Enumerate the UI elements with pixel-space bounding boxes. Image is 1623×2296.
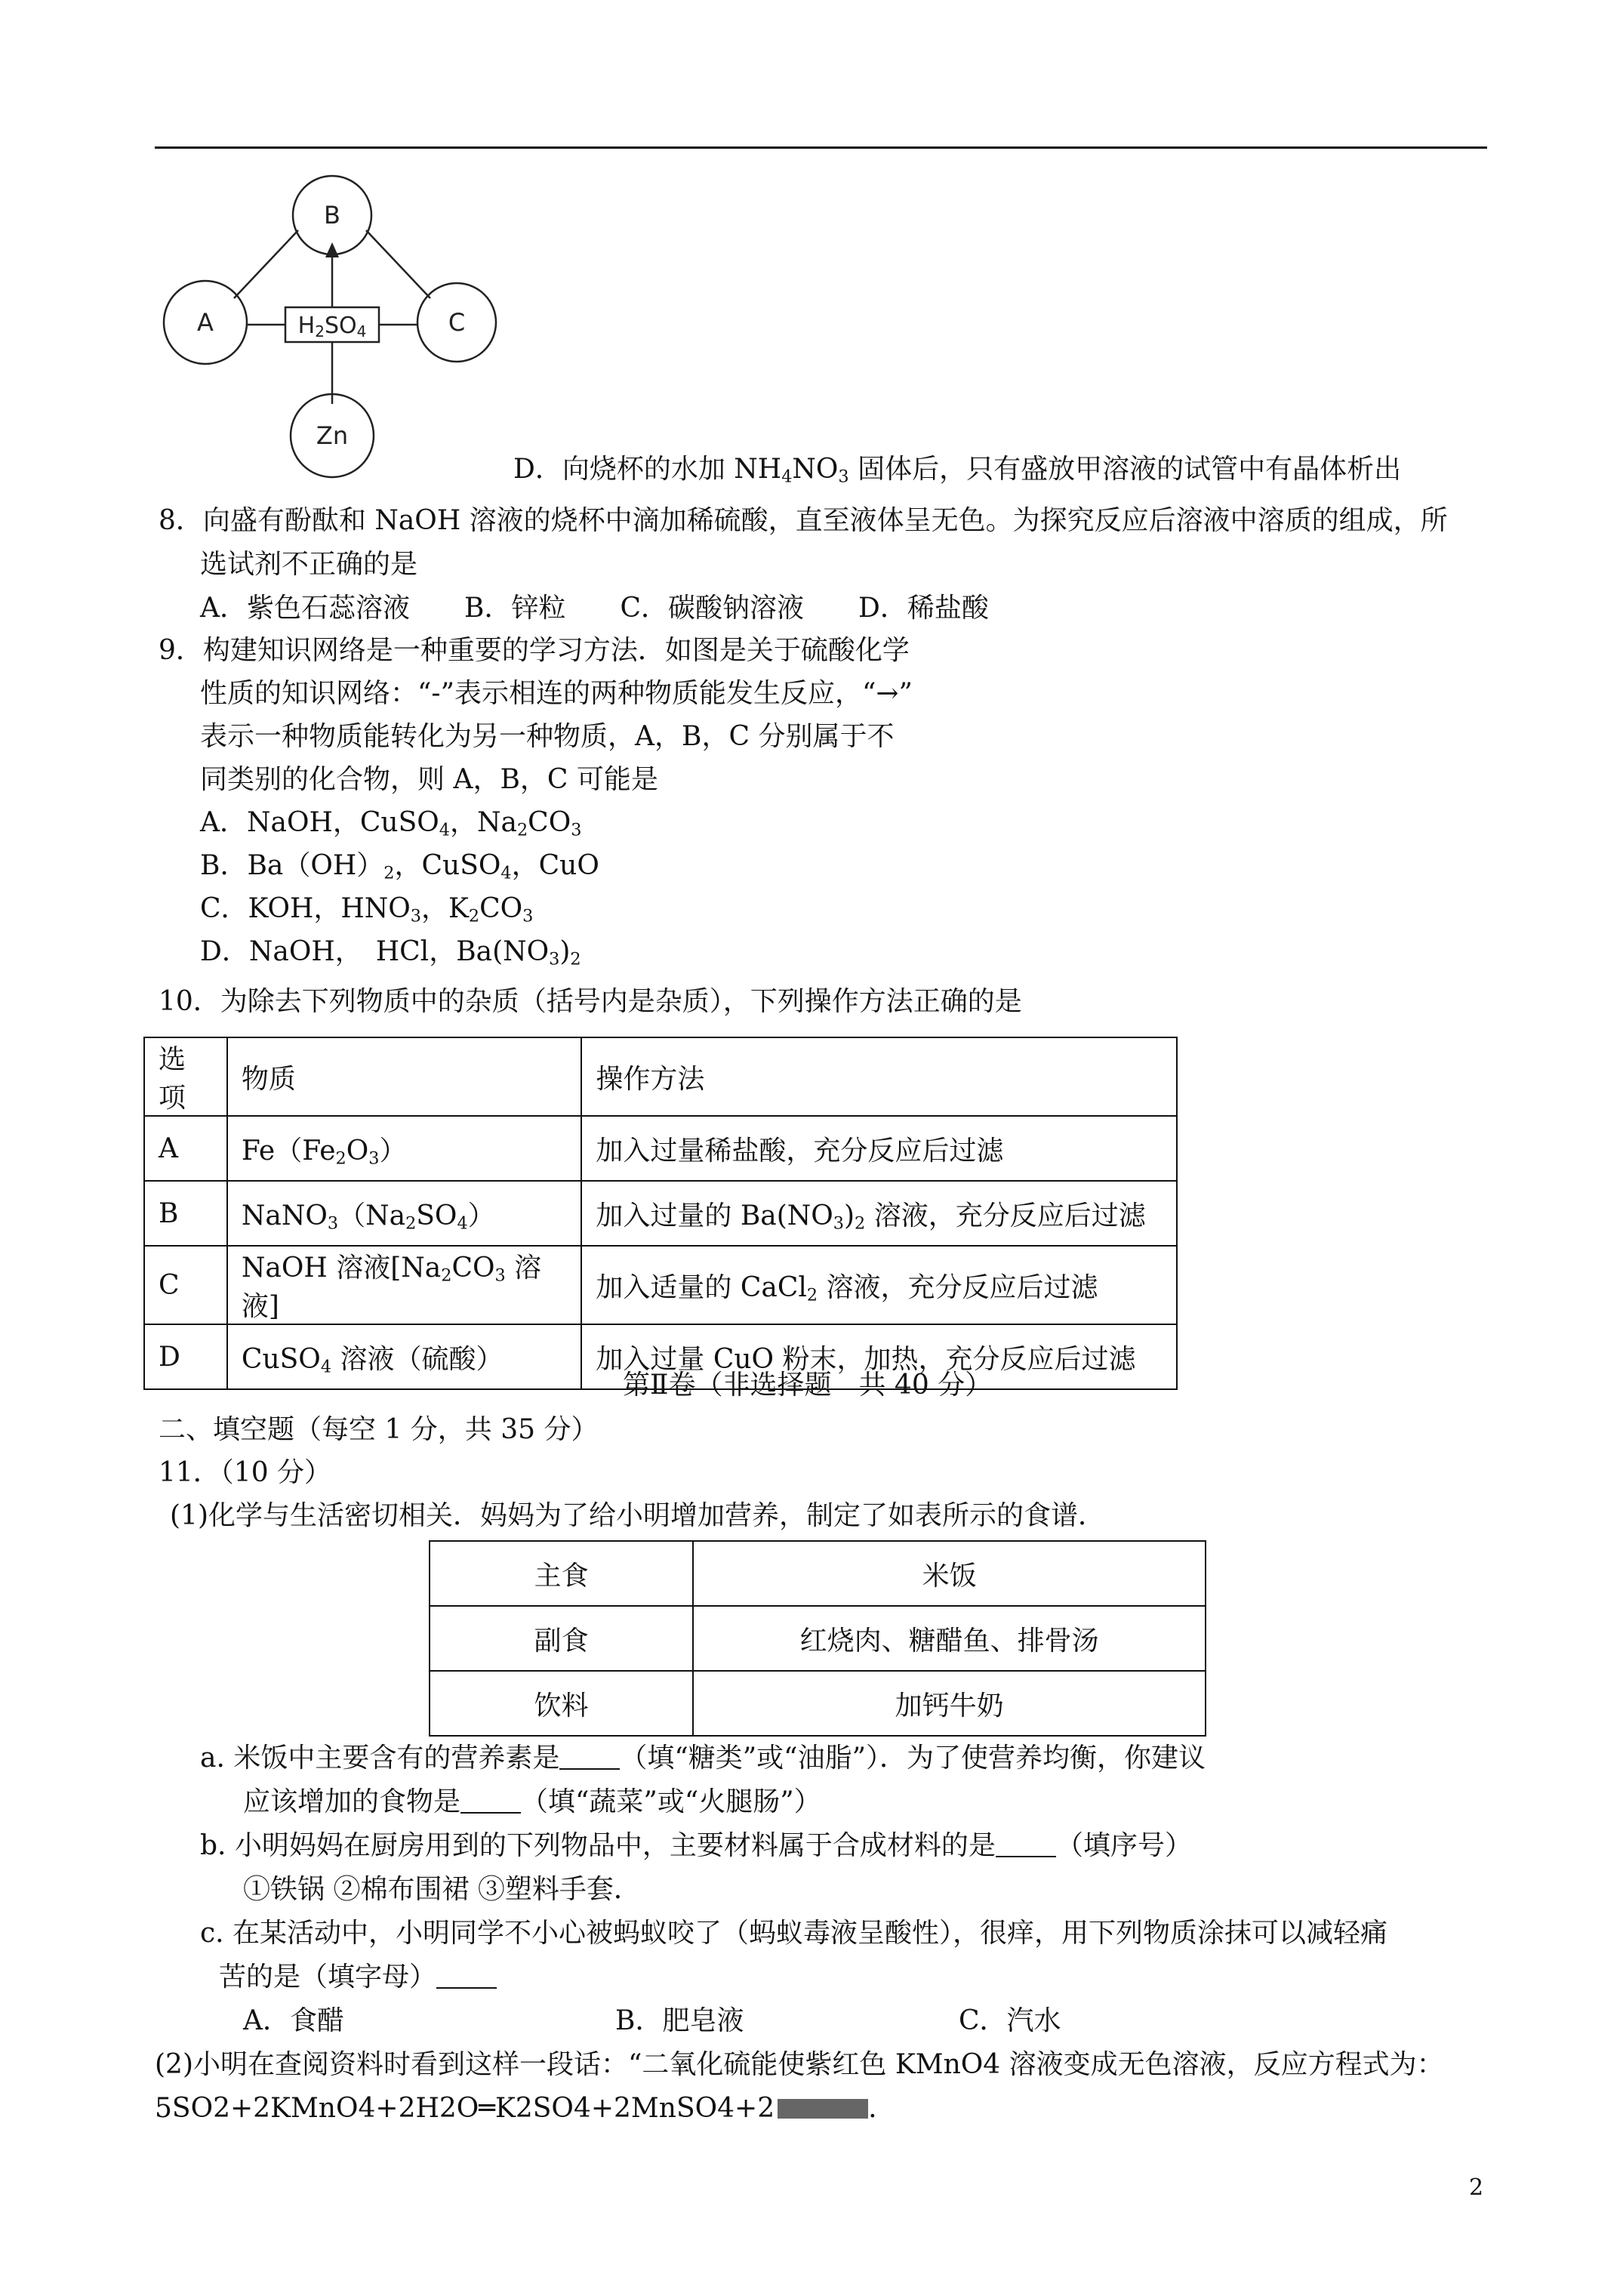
menu-key: 副食 (430, 1606, 693, 1671)
menu-value: 加钙牛奶 (693, 1671, 1206, 1736)
volume-title: 第Ⅱ卷（非选择题 共 40 分） (623, 1370, 993, 1401)
node-c-label: C (448, 308, 466, 337)
page-number: 2 (1469, 2174, 1484, 2201)
q9-option-d: D．NaOH， HCl，$Ba(NO_3)_2$ (200, 936, 581, 969)
row-b-option: B (144, 1181, 227, 1246)
q11-c-option-b: B．肥皂液 (615, 2005, 744, 2036)
q8-stem-line1: 8．向盛有酚酞和 NaOH 溶液的烧杯中滴加稀硫酸，直至液体呈无色。为探究反应后溶液中溶质的组成，所 (159, 505, 1448, 536)
row-c-substance: NaOH 溶液[$Na_2CO_3$ 溶液] (227, 1246, 581, 1324)
row-a-substance: $Fe(Fe_2O_3)$ (227, 1116, 581, 1181)
q11-c-option-c: C．汽水 (959, 2005, 1061, 2036)
answer-blank[interactable] (460, 1789, 521, 1814)
h2so4-label: H2SO4 (297, 313, 367, 341)
sulfuric-acid-network-diagram (151, 155, 513, 487)
q9-stem-line3: 表示一种物质能转化为另一种物质，A，B，C 分别属于不 (200, 721, 895, 752)
q10-options-table (143, 1037, 1178, 1390)
menu-table (429, 1540, 1206, 1737)
table-row (144, 1246, 1177, 1324)
q11-part2-line1: (2)小明在查阅资料时看到这样一段话：“二氧化硫能使紫红色 KMnO4 溶液变成无色溶液，反应方程式为： (155, 2049, 1444, 2080)
menu-key: 饮料 (430, 1671, 693, 1736)
node-b-label: B (324, 201, 340, 230)
row-c-option: C (144, 1246, 227, 1324)
table-row (144, 1116, 1177, 1181)
row-a-method: 加入过量稀盐酸，充分反应后过滤 (581, 1116, 1177, 1181)
q11-b-line2: ①铁锅 ②棉布围裙 ③塑料手套． (243, 1874, 641, 1905)
table-row (144, 1037, 1177, 1116)
table-row (430, 1671, 1206, 1736)
q10-stem: 10．为除去下列物质中的杂质（括号内是杂质），下列操作方法正确的是 (159, 986, 1022, 1017)
edge-a-b (234, 230, 298, 298)
edge-b-c (366, 230, 430, 298)
q11-a-line1: a. 米饭中主要含有的营养素是 （填“糖类”或“油脂”）．为了使营养均衡，你建议 (200, 1743, 1206, 1774)
row-c-method: 加入适量的 CaCl$_2$ 溶液，充分反应后过滤 (581, 1246, 1177, 1324)
answer-blank[interactable] (436, 1965, 497, 1989)
q11-c-option-a: A．食醋 (243, 2005, 344, 2036)
row-b-substance: $NaNO_3(Na_2SO_4)$ (227, 1181, 581, 1246)
answer-blank[interactable] (996, 1833, 1056, 1857)
q9-option-c: C．KOH，$HNO_3$，$K_2CO_3$ (200, 893, 534, 926)
q8-stem-line2: 选试剂不正确的是 (200, 549, 418, 580)
q7-option-d: D．向烧杯的水加 $NH_4NO_3$ 固体后，只有盛放甲溶液的试管中有晶体析出 (513, 454, 1402, 487)
q9-option-b: B．$Ba(OH)_2$，CuSO$_4$，CuO (200, 850, 599, 883)
q9-option-a: A．NaOH，CuSO$_4$，$Na_2CO_3$ (200, 807, 582, 840)
row-a-option: A (144, 1116, 227, 1181)
q9-stem-line1: 9．构建知识网络是一种重要的学习方法．如图是关于硫酸化学 (159, 635, 910, 666)
menu-value: 米饭 (693, 1541, 1206, 1606)
header-method: 操作方法 (581, 1037, 1177, 1116)
table-row (430, 1606, 1206, 1671)
row-d-method: 加入过量 CuO 粉末，加热，充分反应后过滤 (581, 1324, 1177, 1389)
header-rule (155, 146, 1487, 149)
row-d-option: D (144, 1324, 227, 1389)
table-row (430, 1541, 1206, 1606)
header-option: 选项 (144, 1037, 227, 1116)
row-b-method: 加入过量的 $Ba(NO_3)_2$ 溶液，充分反应后过滤 (581, 1181, 1177, 1246)
menu-value: 红烧肉、糖醋鱼、排骨汤 (693, 1606, 1206, 1671)
row-d-substance: CuSO$_4$ 溶液（硫酸） (227, 1324, 581, 1389)
q11-part1-intro: (1)化学与生活密切相关．妈妈为了给小明增加营养，制定了如表所示的食谱． (170, 1500, 1105, 1531)
menu-key: 主食 (430, 1541, 693, 1606)
q9-stem-line4: 同类别的化合物，则 A，B，C 可能是 (200, 764, 658, 795)
section-heading: 二、填空题（每空 1 分，共 35 分） (159, 1414, 599, 1445)
node-zn-label: Zn (316, 421, 349, 450)
q11-c-line1: c. 在某活动中，小明同学不小心被蚂蚁咬了（蚂蚁毒液呈酸性），很痒，用下列物质涂抹可以减轻痛 (200, 1918, 1388, 1949)
table-row (144, 1181, 1177, 1246)
redacted-mark (778, 2099, 868, 2119)
q9-stem-line2: 性质的知识网络：“-”表示相连的两种物质能发生反应，“→” (200, 678, 913, 709)
q11-part2-line2: 5SO2+2KMnO4+2H2O═K2SO4+2MnSO4+2 . (155, 2093, 877, 2124)
q8-options: A．紫色石蕊溶液 B．锌粒 C．碳酸钠溶液 D．稀盐酸 (200, 593, 989, 624)
q11-a-line2: 应该增加的食物是 （填“蔬菜”或“火腿肠”） (243, 1786, 821, 1817)
q11-b-line1: b. 小明妈妈在厨房用到的下列物品中，主要材料属于合成材料的是 （填序号） (200, 1830, 1192, 1861)
q11-c-line2: 苦的是（填字母） (219, 1961, 497, 1994)
q11-title: 11．（10 分） (159, 1457, 332, 1488)
answer-blank[interactable] (559, 1746, 620, 1770)
node-a-label: A (197, 308, 214, 337)
arrow-head-icon (325, 242, 339, 257)
header-substance: 物质 (227, 1037, 581, 1116)
